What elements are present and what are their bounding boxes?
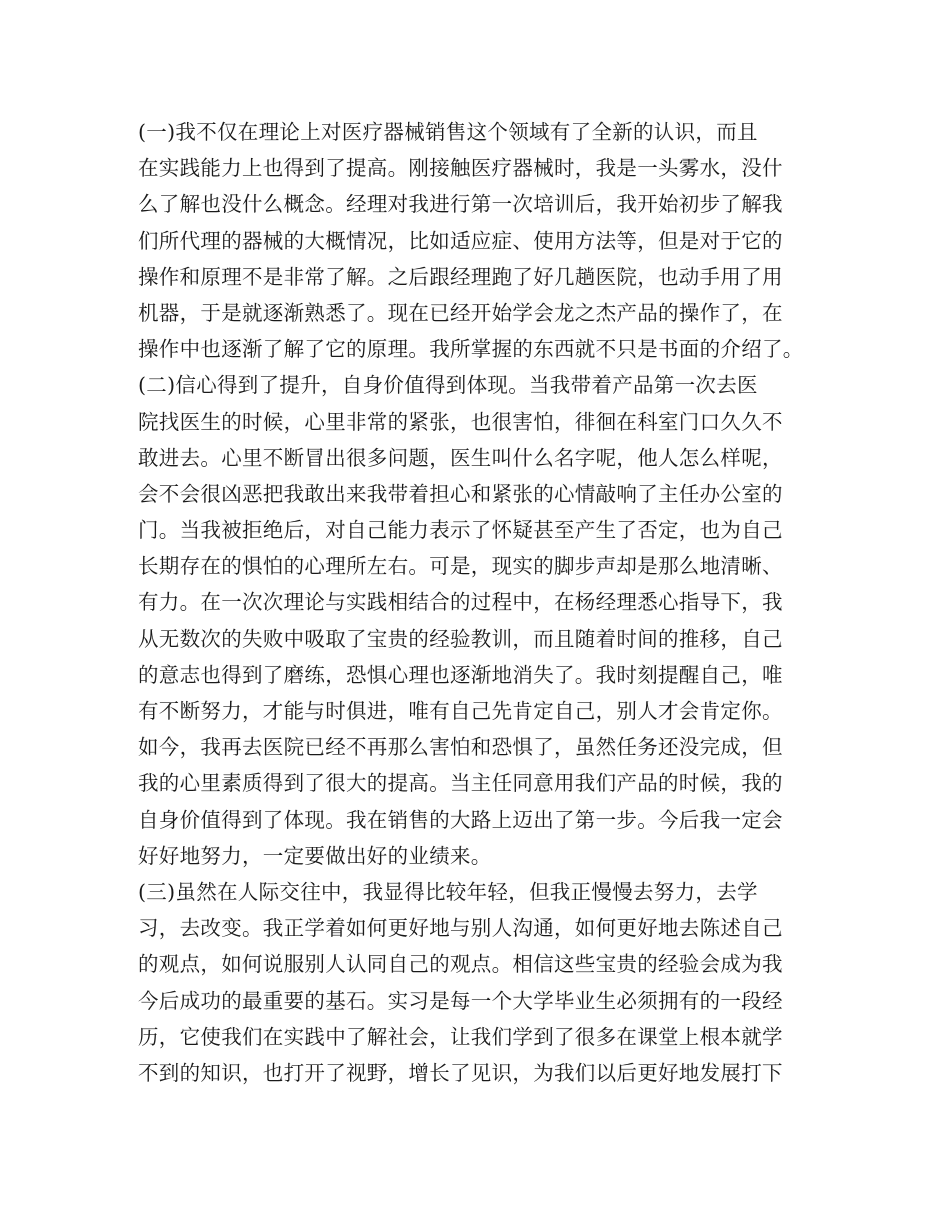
text-line: 操作中也逐渐了解了它的原理。我所掌握的东西就不只是书面的介绍了。	[138, 337, 804, 362]
text-line: 会不会很凶恶把我敢出来我带着担心和紧张的心情敲响了主任办公室的	[138, 481, 783, 506]
text-line: 从无数次的失败中吸取了宝贵的经验教训，而且随着时间的推移，自己	[138, 626, 783, 651]
text-line: 操作和原理不是非常了解。之后跟经理跑了好几趟医院，也动手用了用	[138, 264, 783, 289]
text-line: 如今，我再去医院已经不再那么害怕和恐惧了，虽然任务还没完成，但	[138, 735, 783, 760]
text-line: 的观点，如何说服别人认同自己的观点。相信这些宝贵的经验会成为我	[138, 952, 783, 977]
text-line: 习，去改变。我正学着如何更好地与别人沟通，如何更好地去陈述自己	[138, 916, 783, 941]
text-line: 么了解也没什么概念。经理对我进行第一次培训后，我开始初步了解我	[138, 192, 783, 217]
text-line: 门。当我被拒绝后，对自己能力表示了怀疑甚至产生了否定，也为自己	[138, 518, 783, 543]
text-line: (一)我不仅在理论上对医疗器械销售这个领域有了全新的认识，而且	[138, 120, 758, 144]
text-line: 自身价值得到了体现。我在销售的大路上迈出了第一步。今后我一定会	[138, 807, 783, 832]
text-line: 敢进去。心里不断冒出很多问题，医生叫什么名字呢，他人怎么样呢，	[138, 445, 783, 470]
text-line: 好好地努力，一定要做出好的业绩来。	[138, 843, 492, 868]
text-line: 历，它使我们在实践中了解社会，让我们学到了很多在课堂上根本就学	[138, 1024, 783, 1049]
text-line: 院找医生的时候，心里非常的紧张，也很害怕，徘徊在科室门口久久不	[138, 409, 783, 434]
text-line: 不到的知识，也打开了视野，增长了见识，为我们以后更好地发展打下	[138, 1060, 783, 1085]
text-line: (二)信心得到了提升，自身价值得到体现。当我带着产品第一次去医	[138, 373, 758, 398]
text-line: 有力。在一次次理论与实践相结合的过程中，在杨经理悉心指导下，我	[138, 590, 783, 615]
text-line: 我的心里素质得到了很大的提高。当主任同意用我们产品的时候，我的	[138, 771, 783, 796]
text-line: (三)虽然在人际交往中，我显得比较年轻，但我正慢慢去努力，去学	[138, 879, 758, 904]
text-line: 长期存在的惧怕的心理所左右。可是，现实的脚步声却是那么地清晰、	[138, 554, 783, 579]
document-body	[138, 114, 818, 1091]
text-line: 机器，于是就逐渐熟悉了。现在已经开始学会龙之杰产品的操作了，在	[138, 300, 783, 325]
text-line: 今后成功的最重要的基石。实习是每一个大学毕业生必须拥有的一段经	[138, 988, 783, 1013]
text-line: 们所代理的器械的大概情况，比如适应症、使用方法等，但是对于它的	[138, 228, 783, 253]
text-line: 在实践能力上也得到了提高。刚接触医疗器械时，我是一头雾水，没什	[138, 156, 783, 181]
text-line: 有不断努力，才能与时俱进，唯有自己先肯定自己，别人才会肯定你。	[138, 699, 783, 723]
text-line: 的意志也得到了磨练，恐惧心理也逐渐地消失了。我时刻提醒自己，唯	[138, 662, 783, 687]
